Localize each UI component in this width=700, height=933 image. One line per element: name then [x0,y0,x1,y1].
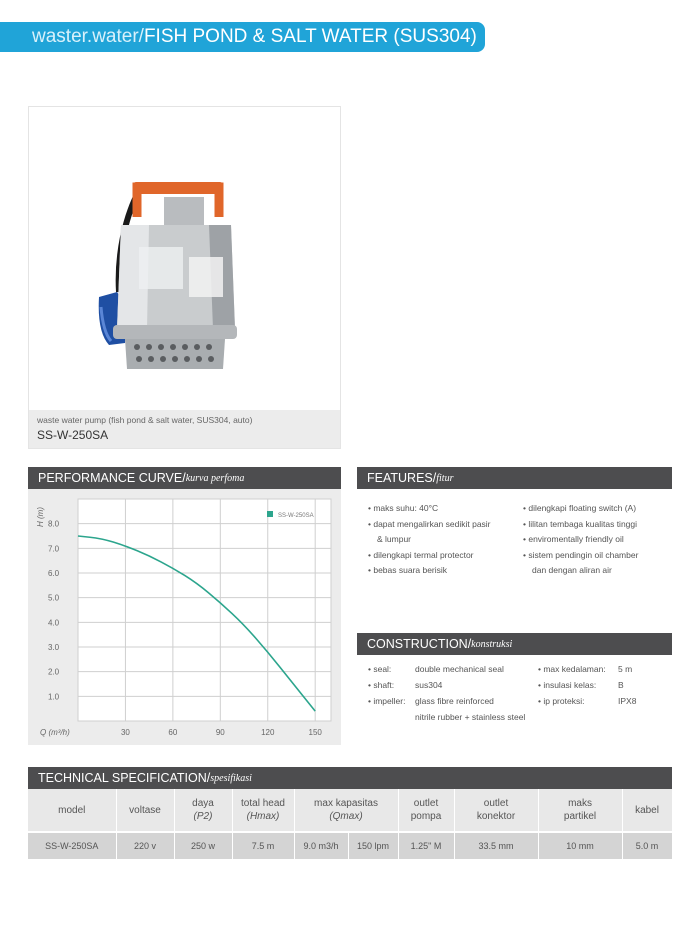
y-tick-label: 4.0 [48,618,60,628]
spec-cell: 10 mm [538,832,622,859]
construction-key: • ip proteksi: [538,696,585,706]
performance-header [28,467,341,489]
construction-header [357,633,672,655]
spec-cell: 1.25" M [398,832,454,859]
spec-header-row [28,789,672,832]
spec-title: TECHNICAL SPECIFICATION/ [38,771,211,785]
spec-cell: 150 lpm [348,832,398,859]
features-title: FEATURES/ [367,471,437,485]
construction-title: CONSTRUCTION/ [367,637,472,651]
spec-col-header: maks partikel [538,789,622,832]
performance-subtitle: kurva perfoma [185,472,245,484]
feature-item: & lumpur [377,534,412,544]
spec-cell: 220 v [116,832,174,859]
y-tick-label: 5.0 [48,593,60,603]
banner-category: waster.water/ [32,26,144,47]
table-row [28,832,672,859]
spec-col-header: kabel [622,789,672,832]
x-tick-label: 60 [168,728,178,737]
construction-row [368,709,525,725]
construction-list-left [368,661,525,725]
x-tick-label: 150 [308,728,322,737]
features-subtitle: fitur [436,472,454,484]
feature-item: • enviromentally friendly oil [523,534,624,544]
construction-value: glass fibre reinforced [415,696,494,706]
construction-key: • seal: [368,664,392,674]
spec-col-header: total head (Hmax) [232,789,294,832]
y-tick-label: 1.0 [48,692,60,702]
construction-row [368,693,525,709]
legend-label: SS-W-250SA [278,513,314,519]
x-axis-label: Q (m³/h) [40,728,70,737]
pump-image [29,107,340,407]
construction-value: B [618,680,624,690]
construction-value: nitrile rubber + stainless steel [415,712,526,722]
performance-title: PERFORMANCE CURVE/ [38,471,186,485]
spec-cell: 33.5 mm [454,832,538,859]
spec-col-header: outlet konektor [454,789,538,832]
feature-item: • sistem pendingin oil chamber [523,549,639,560]
product-caption [29,410,340,448]
y-tick-label: 8.0 [48,519,60,529]
product-description: waste water pump (fish pond & salt water, SUS304, auto) [37,415,253,425]
construction-row [538,693,636,709]
y-tick-label: 6.0 [48,569,60,578]
chart-svg [28,489,341,745]
features-list-right [523,501,638,579]
construction-key: • impeller: [368,696,406,706]
section-banner [0,22,485,52]
product-model: SS-W-250SA [37,428,109,442]
construction-row [368,661,525,677]
legend-swatch [267,511,273,517]
feature-item: dan dengan aliran air [532,565,612,575]
construction-subtitle: konstruksi [471,638,513,650]
x-tick-label: 120 [261,728,275,737]
construction-key: • max kedalaman: [538,664,606,674]
y-axis-label: H (m) [36,507,45,527]
feature-item: • dapat mengalirkan sedikit pasir [368,518,491,529]
features-header [357,467,672,489]
feature-item: • bebas suara berisik [368,565,448,575]
feature-item: • lilitan tembaga kualitas tinggi [523,518,638,529]
spec-col-header: model [28,789,116,832]
spec-table [28,789,673,859]
construction-key [368,709,415,725]
feature-item: • dilengkapi termal protector [368,549,474,560]
spec-header [28,767,672,789]
construction-value: IPX8 [618,696,637,706]
construction-row [368,677,525,693]
feature-item: • maks suhu: 40°C [368,503,439,513]
construction-value: 5 m [618,664,633,674]
y-tick-label: 2.0 [48,667,60,677]
x-tick-label: 90 [215,728,225,737]
spec-cell: 7.5 m [232,832,294,859]
features-list-left [368,501,491,579]
construction-value: sus304 [415,680,443,690]
y-tick-label: 7.0 [48,544,60,554]
banner-title: FISH POND & SALT WATER (SUS304) [143,26,477,47]
spec-col-header: voltase [116,789,174,832]
plot-area [78,499,331,721]
spec-col-header: daya (P2) [174,789,232,832]
spec-subtitle: spesifikasi [210,772,252,784]
spec-col-header: outlet pompa [398,789,454,832]
performance-chart [28,489,341,745]
y-tick-label: 3.0 [48,643,60,652]
construction-value: double mechanical seal [415,664,504,674]
spec-cell: 250 w [174,832,232,859]
spec-cell: 9.0 m3/h [294,832,348,859]
spec-col-header: max kapasitas (Qmax) [294,789,398,832]
construction-row [538,677,636,693]
feature-item: • dilengkapi floating switch (A) [523,503,637,513]
x-tick-label: 30 [120,728,130,737]
construction-row [538,661,636,677]
construction-key: • shaft: [368,680,395,690]
construction-key: • insulasi kelas: [538,680,597,690]
product-card [28,106,341,449]
spec-cell: SS-W-250SA [28,832,116,859]
spec-cell: 5.0 m [622,832,672,859]
construction-list-right [538,661,636,709]
